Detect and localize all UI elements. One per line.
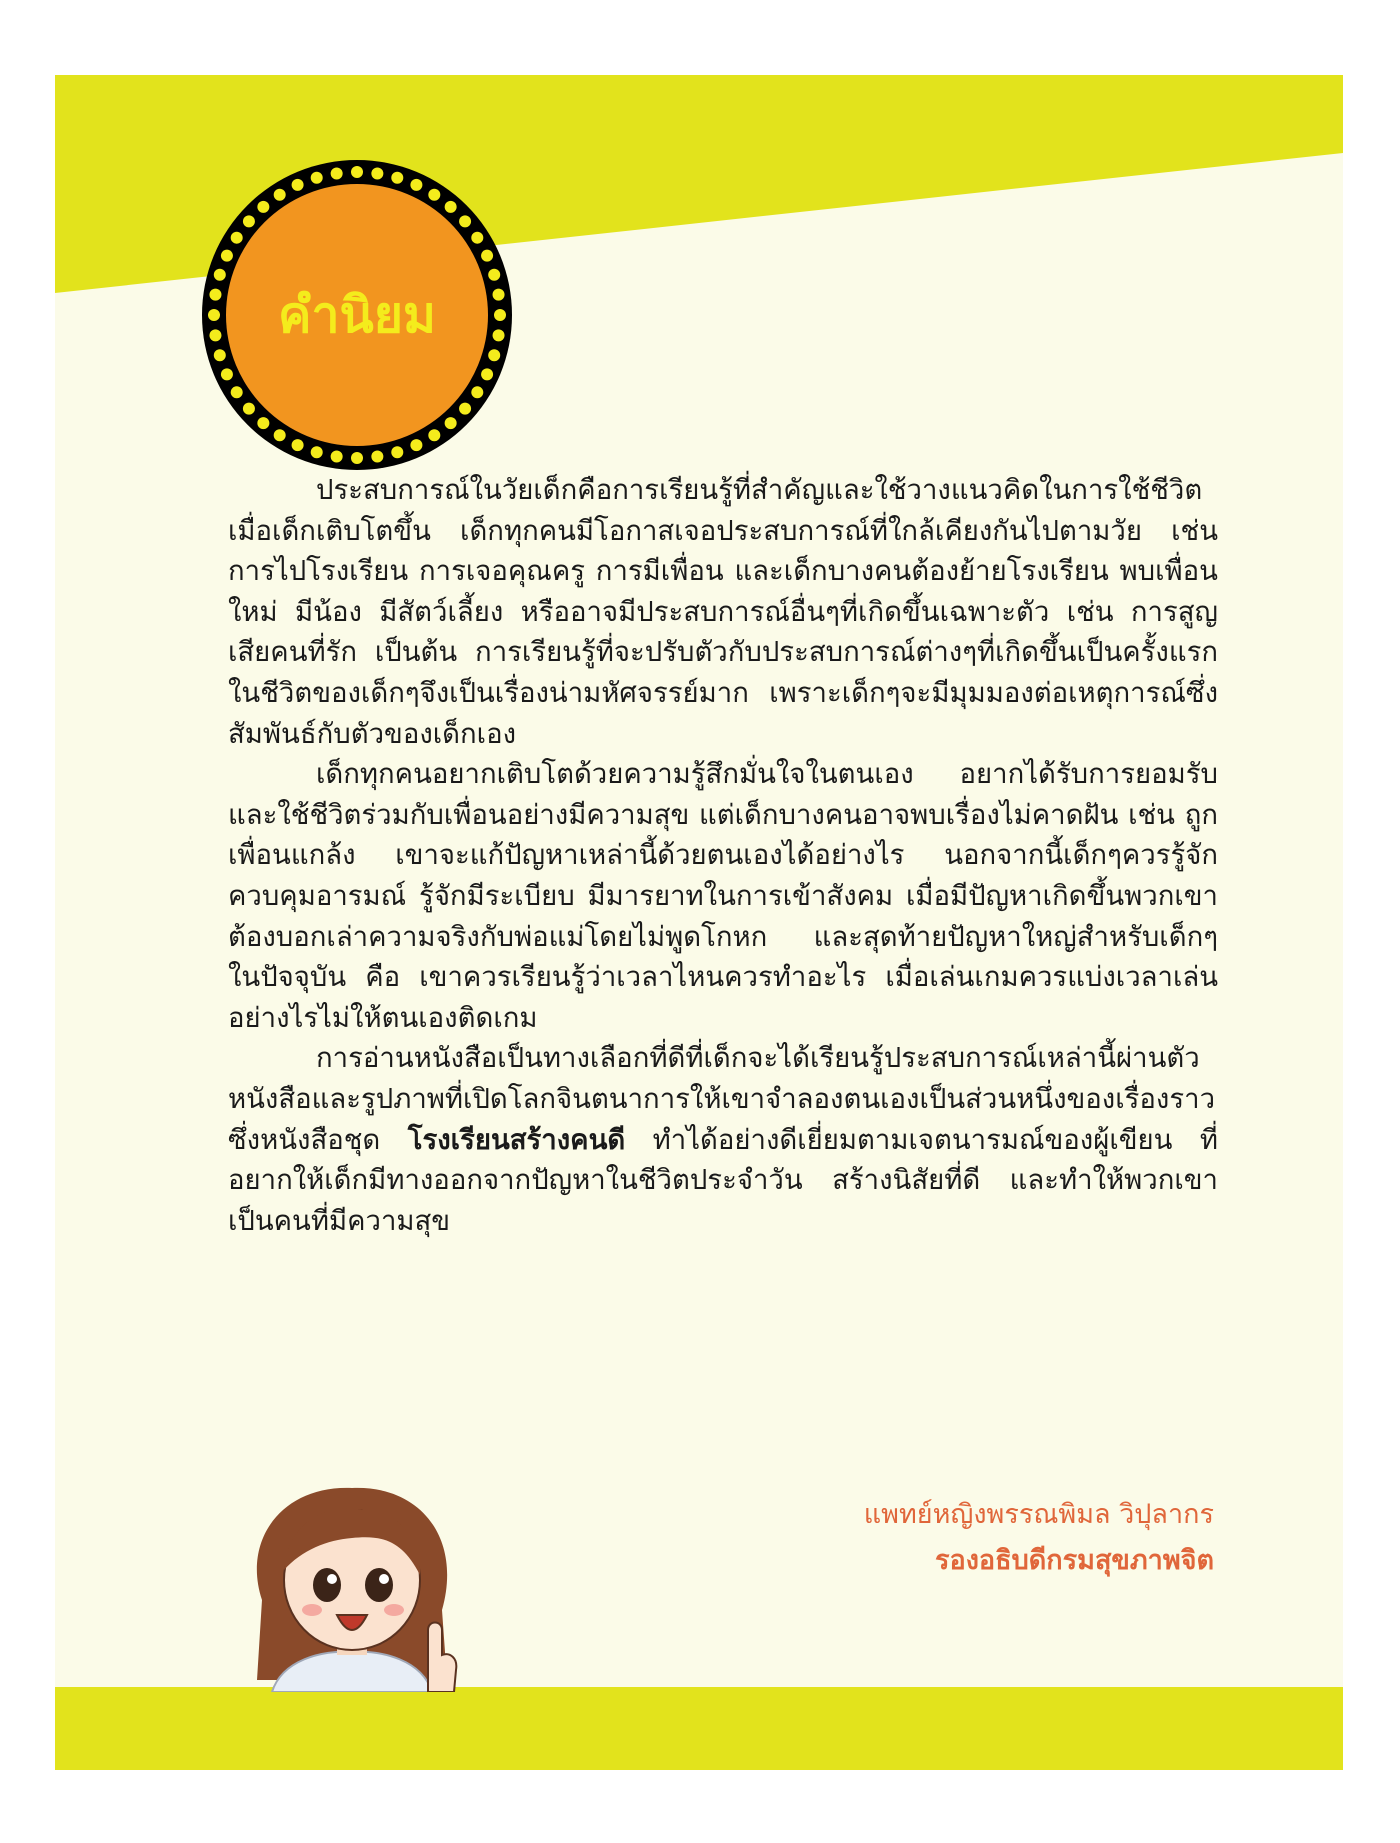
ring-dot	[351, 452, 363, 464]
paragraph-3	[228, 1038, 1218, 1241]
book-series-name: โรงเรียนสร้างคนดี	[407, 1123, 626, 1156]
ring-dot	[221, 368, 233, 380]
ring-dot	[493, 329, 505, 341]
ring-dot	[488, 269, 500, 281]
ring-dot	[351, 166, 363, 178]
ring-dot	[257, 417, 269, 429]
ring-dot	[471, 386, 483, 398]
ring-dot	[410, 439, 422, 451]
badge-circle	[226, 184, 488, 446]
ring-dot	[471, 232, 483, 244]
ring-dot	[257, 201, 269, 213]
ring-dot	[214, 349, 226, 361]
heading-badge	[202, 160, 512, 470]
ring-dot	[243, 403, 255, 415]
ring-dot	[445, 201, 457, 213]
signature-name: แพทย์หญิงพรรณพิมล วิปุลากร	[863, 1499, 1214, 1530]
page-heading: คำนิยม	[278, 285, 436, 344]
ring-dot	[274, 429, 286, 441]
ring-dot	[274, 189, 286, 201]
ring-dot	[208, 309, 220, 321]
ring-dot	[292, 179, 304, 191]
ring-dot	[428, 429, 440, 441]
bottom-yellow-band	[55, 1687, 1343, 1770]
ring-dot	[371, 451, 383, 463]
ring-dot	[494, 309, 506, 321]
ring-dot	[481, 250, 493, 262]
ring-dot	[459, 215, 471, 227]
ring-dot	[459, 403, 471, 415]
ring-dot	[488, 349, 500, 361]
cartoon-girl-illustration	[232, 1480, 472, 1692]
ring-dot	[231, 386, 243, 398]
ring-dot	[231, 232, 243, 244]
ring-dot	[481, 368, 493, 380]
ring-dot	[221, 250, 233, 262]
signature-title: รองอธิบดีกรมสุขภาพจิต	[935, 1545, 1214, 1576]
paragraph-1: ประสบการณ์ในวัยเด็กคือการเรียนรู้ที่สำคัญและใช้วางแนวคิดในการใช้ชีวิต เมื่อเด็กเติบโตขึ้น เด็กทุกคนมีโอกาสเจอประสบการณ์ที่ใกล้เคียงกันไปตามวัย เช่น การไปโรงเรียน การเจอคุณครู การมีเพื่อน และเด็กบางคนต้องย้ายโรงเรียน พบเพื่อนใหม่ มีน้อง มีสัตว์เลี้ยง หรืออาจมีประสบการณ์อื่นๆที่เกิดขึ้นเฉพาะตัว เช่น การสูญเสียคนที่รัก เป็นต้น การเรียนรู้ที่จะปรับตัวกับประสบการณ์ต่างๆที่เกิดขึ้นเป็นครั้งแรกในชีวิตของเด็กๆจึงเป็นเรื่องน่ามหัศจรรย์มาก เพราะเด็กๆจะมีมุมมองต่อเหตุการณ์ซึ่งสัมพันธ์กับตัวของเด็กเอง	[228, 474, 1218, 750]
paragraph-2: เด็กทุกคนอยากเติบโตด้วยความรู้สึกมั่นใจในตนเอง อยากได้รับการยอมรับ และใช้ชีวิตร่วมกับเพื่อนอย่างมีความสุข แต่เด็กบางคนอาจพบเรื่องไม่คาดฝัน เช่น ถูกเพื่อนแกล้ง เขาจะแก้ปัญหาเหล่านี้ด้วยตนเองได้อย่างไร นอกจากนี้เด็กๆควรรู้จักควบคุมอารมณ์ รู้จักมีระเบียบ มีมารยาทในการเข้าสังคม เมื่อมีปัญหาเกิดขึ้นพวกเขาต้องบอกเล่าความจริงกับพ่อแม่โดยไม่พูดโกหก และสุดท้ายปัญหาใหญ่สำหรับเด็กๆ ในปัจจุบัน คือ เขาควรเรียนรู้ว่าเวลาไหนควรทำอะไร เมื่อเล่นเกมควรแบ่งเวลาเล่นอย่างไรไม่ให้ตนเองติดเกม	[228, 758, 1218, 1034]
ring-dot	[331, 167, 343, 179]
ring-dot	[428, 189, 440, 201]
signature-block	[864, 1492, 1214, 1584]
ring-dot	[292, 439, 304, 451]
ring-dot	[410, 179, 422, 191]
ring-dot	[493, 289, 505, 301]
ring-dot	[311, 446, 323, 458]
ring-dot	[243, 215, 255, 227]
ring-dot	[214, 269, 226, 281]
paragraph-3-end: ทำได้อย่างดีเยี่ยมตามเจตนารมณ์ของผู้เขียน ที่อยากให้เด็กมีทางออกจากปัญหาในชีวิตประจำวัน สร้างนิสัยที่ดี และทำให้พวกเขาเป็นคนที่มีความสุข	[228, 1123, 1218, 1237]
ring-dot	[311, 172, 323, 184]
foreword-body	[228, 470, 1218, 1241]
ring-dot	[331, 451, 343, 463]
ring-dot	[391, 446, 403, 458]
ring-dot	[391, 172, 403, 184]
ring-dot	[371, 167, 383, 179]
ring-dot	[209, 289, 221, 301]
ring-dot	[445, 417, 457, 429]
paragraph-3-start: การอ่านหนังสือเป็นทางเลือกที่ดีที่เด็กจะได้เรียนรู้ประสบการณ์เหล่านี้ผ่านตัวหนังสือและรูปภาพที่เปิดโลกจินตนาการให้เขาจำลองตนเองเป็นส่วนหนึ่งของเรื่องราว ซึ่งหนังสือชุด	[228, 1042, 1216, 1156]
ring-dot	[209, 329, 221, 341]
